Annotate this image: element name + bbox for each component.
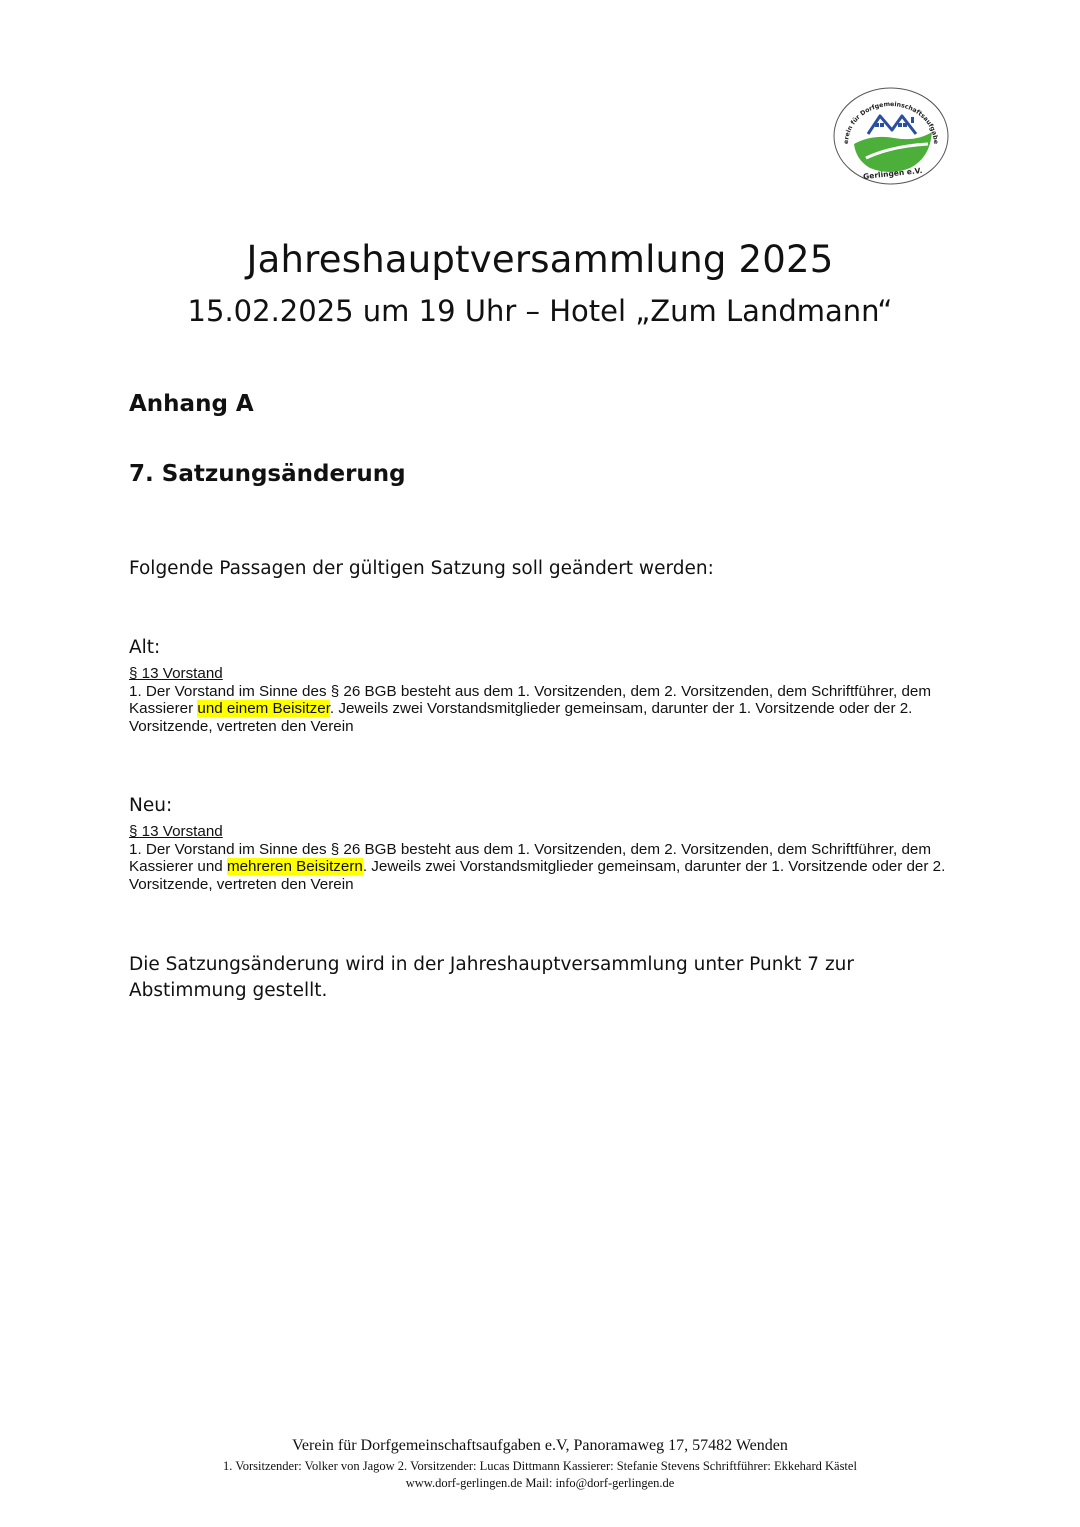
old-statute-block <box>129 665 959 735</box>
club-logo <box>832 86 950 186</box>
old-text-after: . Jeweils zwei Vorstandsmitglieder gemeinsam, darunter der 1. Vorsitzende oder der 2. Vorsitzende, vertreten den Verein <box>129 700 913 735</box>
old-label: Alt: <box>129 637 161 658</box>
footer-board-members: 1. Vorsitzender: Volker von Jagow 2. Vorsitzender: Lucas Dittmann Kassierer: Stefanie Stevens Schriftführer: Ekkehard Kästel <box>223 1459 857 1473</box>
new-label: Neu: <box>129 795 173 816</box>
old-text-before: 1. Der Vorstand im Sinne des § 26 BGB besteht aus dem 1. Vorsitzenden, dem 2. Vorsitzenden, dem Schriftführer, dem Kassierer <box>129 682 931 717</box>
logo-bottom-text: Gerlingen e.V. <box>862 165 923 182</box>
new-highlighted-text: mehreren Beisitzern <box>226 858 363 875</box>
document-title: Jahreshauptversammlung 2025 <box>246 238 834 281</box>
logo-ring-text: erein für Dorfgemeinschaftsaufgabe <box>842 100 940 145</box>
old-paragraph-title: § 13 Vorstand <box>129 665 223 682</box>
new-text-before: 1. Der Vorstand im Sinne des § 26 BGB besteht aus dem 1. Vorsitzenden, dem 2. Vorsitzenden, dem Schriftführer, dem Kassierer und <box>129 840 931 875</box>
new-statute-block <box>129 823 959 893</box>
club-logo-icon <box>832 86 950 186</box>
old-highlighted-text: und einem Beisitzer <box>197 700 330 717</box>
new-paragraph-title: § 13 Vorstand <box>129 823 223 840</box>
conclusion-text: Die Satzungsänderung wird in der Jahreshauptversammlung unter Punkt 7 zur Abstimmung gestellt. <box>129 954 855 1001</box>
intro-text: Folgende Passagen der gültigen Satzung soll geändert werden: <box>129 558 714 579</box>
document-subtitle: 15.02.2025 um 19 Uhr – Hotel „Zum Landmann“ <box>187 294 893 328</box>
footer-address: Verein für Dorfgemeinschaftsaufgaben e.V, Panoramaweg 17, 57482 Wenden <box>292 1437 788 1454</box>
section-heading: 7. Satzungsänderung <box>129 461 406 487</box>
footer-contact: www.dorf-gerlingen.de Mail: info@dorf-gerlingen.de <box>405 1476 675 1490</box>
appendix-heading: Anhang A <box>129 391 254 417</box>
new-text-after: . Jeweils zwei Vorstandsmitglieder gemeinsam, darunter der 1. Vorsitzende oder der 2. Vorsitzende, vertreten den Verein <box>129 858 946 893</box>
